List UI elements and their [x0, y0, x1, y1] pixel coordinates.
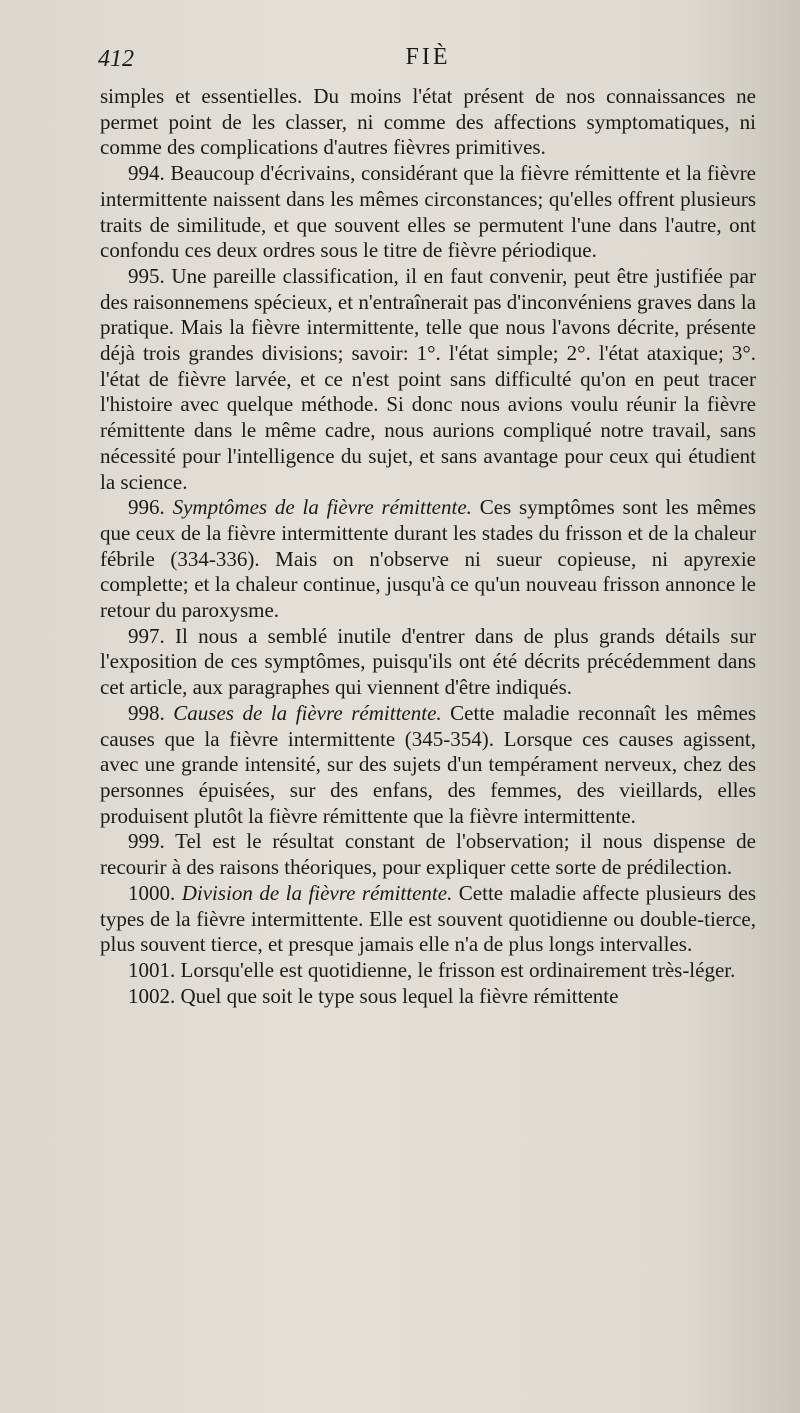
paragraph-heading: Causes de la fièvre rémittente.	[173, 700, 442, 725]
body-text	[100, 84, 756, 1009]
paragraph-number: 996.	[128, 495, 165, 520]
paragraph-999	[100, 829, 756, 880]
paragraph-number: 1002.	[128, 983, 176, 1008]
paragraph-continued	[100, 84, 756, 161]
paragraph-text: simples et essentielles. Du moins l'état présent de nos connaissances ne permet point de les classer, ni comme des affections symptomatiques, ni comme des complications d'autres fièvres primitives.	[100, 84, 756, 160]
paragraph-994	[100, 161, 756, 264]
paragraph-1001	[100, 958, 756, 984]
paragraph-heading: Division de la fièvre rémittente.	[181, 880, 453, 905]
paragraph-text: Ces symptômes sont les mêmes que ceux de la fièvre intermittente durant les stades du frisson et de la chaleur fébrile (334-336). Mais on n'observe ni sueur copieuse, ni apyrexie complette; et la chaleur continue, jusqu'à ce qu'un nouveau frisson annonce le retour du paroxysme.	[100, 495, 756, 623]
paragraph-text: Quel que soit le type sous lequel la fièvre rémittente	[180, 983, 619, 1008]
paragraph-number: 1001.	[128, 957, 176, 982]
paragraph-number: 998.	[128, 700, 165, 725]
paragraph-text: Cette maladie affecte plusieurs des types de la fièvre intermittente. Elle est souvent quotidienne ou double-tierce, plus souvent tierce, et presque jamais elle n'a de plus longs intervalles.	[100, 880, 756, 957]
paragraph-heading: Symptômes de la fièvre rémittente.	[172, 495, 472, 520]
paragraph-text: Tel est le résultat constant de l'observation; il nous dispense de recourir à des raisons théoriques, pour expliquer cette sorte de prédilection.	[100, 829, 756, 880]
paragraph-998	[100, 701, 756, 830]
paragraph-number: 1000.	[128, 880, 176, 905]
page-number: 412	[98, 46, 134, 72]
paragraph-text: Il nous a semblé inutile d'entrer dans de plus grands détails sur l'exposition de ces symptômes, puisqu'ils ont été décrits précédemment dans cet article, aux paragraphes qui viennent d'être indiqués.	[100, 623, 757, 700]
running-title: FIÈ	[405, 44, 451, 70]
paragraph-text: Beaucoup d'écrivains, considérant que la fièvre rémittente et la fièvre intermittente naissent dans les mêmes circonstances; qu'elles offrent plusieurs traits de similitude, et que souvent elles se permutent l'une dans l'autre, ont confondu ces deux ordres sous le titre de fièvre périodique.	[100, 161, 757, 263]
paragraph-number: 997.	[128, 623, 165, 648]
paragraph-1000	[100, 881, 756, 958]
paragraph-text: Cette maladie reconnaît les mêmes causes que la fièvre intermittente (345-354). Lorsque ces causes agissent, avec une grande intensité, sur des sujets d'un tempérament nerveux, chez des personnes épuisées, sur des enfans, des femmes, des vieillards, elles produisent plutôt la fièvre rémittente que la fièvre intermittente.	[100, 700, 757, 828]
paragraph-996	[100, 495, 756, 624]
paragraph-number: 994.	[128, 161, 165, 186]
running-head	[98, 40, 758, 80]
paragraph-997	[100, 624, 756, 701]
paragraph-text: Une pareille classification, il en faut convenir, peut être justifiée par des raisonnemens spécieux, et n'entraînerait pas d'inconvéniens graves dans la pratique. Mais la fièvre intermittente, telle que nous l'avons décrite, présente déjà trois grandes divisions; savoir: 1°. l'état simple; 2°. l'état ataxique; 3°. l'état de fièvre larvée, et ce n'est point sans difficulté qu'on en peut tracer l'histoire avec quelque méthode. Si donc nous avions voulu réunir la fièvre rémittente dans le même cadre, nous aurions compliqué notre travail, sans nécessité pour l'intelligence du sujet, et sans avantage pour ceux qui étudient la science.	[100, 263, 757, 494]
paragraph-1002	[100, 984, 756, 1010]
paragraph-number: 995.	[128, 263, 165, 288]
paragraph-number: 999.	[128, 829, 165, 854]
paragraph-995	[100, 264, 756, 495]
paragraph-text: Lorsqu'elle est quotidienne, le frisson est ordinairement très-léger.	[180, 957, 736, 982]
